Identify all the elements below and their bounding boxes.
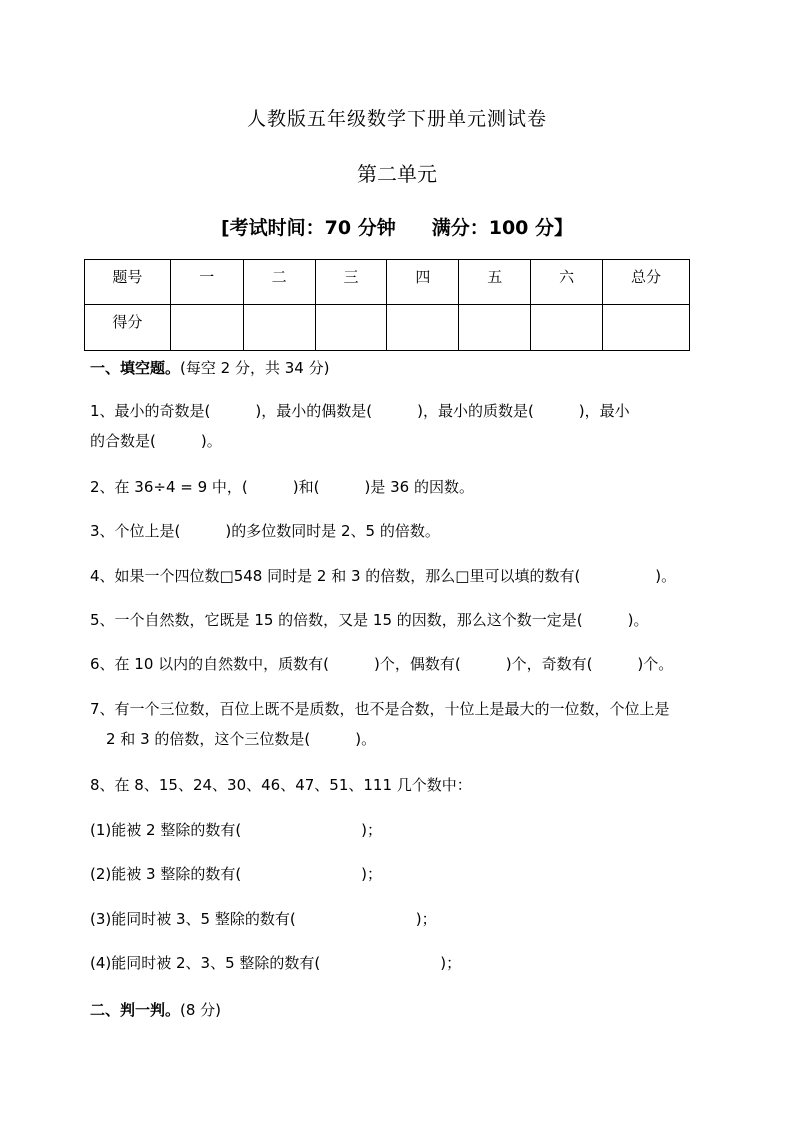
table-cell: 五 (459, 260, 531, 305)
table-cell: 六 (531, 260, 603, 305)
question-2: 2、在 36÷4 = 9 中，( )和( )是 36 的因数。 (90, 478, 474, 496)
score-table-header-row (85, 260, 690, 305)
document-title: 人教版五年级数学下册单元测试卷 (246, 108, 547, 130)
score-cell (459, 305, 531, 351)
question-8-3: (3)能同时被 3、5 整除的数有( )； (90, 910, 437, 928)
question-8-1: (1)能被 2 整除的数有( )； (90, 821, 383, 839)
question-6: 6、在 10 以内的自然数中，质数有( )个，偶数有( )个，奇数有( )个。 (90, 655, 674, 673)
unit-title: 第二单元 (357, 162, 437, 186)
section-2-note: (8 分) (180, 1001, 222, 1019)
score-cell (315, 305, 387, 351)
question-1-line-2: 的合数是( )。 (90, 432, 222, 450)
exam-time: [考试时间：70 分钟 (220, 217, 396, 239)
table-cell: 得分 (85, 305, 171, 351)
question-7-line-2: 2 和 3 的倍数，这个三位数是( )。 (106, 730, 377, 748)
question-7 (90, 694, 706, 754)
section-2-title: 二、判一判。 (90, 1001, 181, 1019)
question-8: 8、在 8、15、24、30、46、47、51、111 几个数中： (90, 776, 472, 794)
exam-full-score: 满分：100 分】 (431, 217, 574, 239)
table-cell: 二 (243, 260, 315, 305)
table-cell: 四 (387, 260, 459, 305)
question-5: 5、一个自然数，它既是 15 的倍数，又是 15 的因数，那么这个数一定是( )。 (90, 611, 649, 629)
score-cell (243, 305, 315, 351)
score-cell (603, 305, 690, 351)
question-1-line-1: 1、最小的奇数是( )，最小的偶数是( )，最小的质数是( )，最小 (90, 402, 630, 420)
question-7-line-1: 7、有一个三位数，百位上既不是质数，也不是合数，十位上是最大的一位数，个位上是 (90, 700, 670, 718)
question-4: 4、如果一个四位数□548 同时是 2 和 3 的倍数，那么□里可以填的数有( )。 (90, 567, 677, 585)
score-cell (387, 305, 459, 351)
table-cell: 一 (170, 260, 243, 305)
score-table (84, 259, 690, 351)
table-cell: 总分 (603, 260, 690, 305)
question-3: 3、个位上是( )的多位数同时是 2、5 的倍数。 (90, 522, 440, 540)
question-8-2: (2)能被 3 整除的数有( )； (90, 865, 383, 883)
table-cell: 题号 (85, 260, 171, 305)
question-1 (90, 396, 706, 456)
table-cell: 三 (315, 260, 387, 305)
section-1-title: 一、填空题。 (90, 359, 181, 377)
section-1-heading (90, 357, 329, 378)
score-cell (531, 305, 603, 351)
section-2-heading (90, 999, 221, 1020)
score-cell (170, 305, 243, 351)
section-1-note: (每空 2 分，共 34 分) (180, 359, 330, 377)
score-table-score-row (85, 305, 690, 351)
exam-info (0, 213, 794, 240)
question-8-4: (4)能同时被 2、3、5 整除的数有( )； (90, 954, 462, 972)
